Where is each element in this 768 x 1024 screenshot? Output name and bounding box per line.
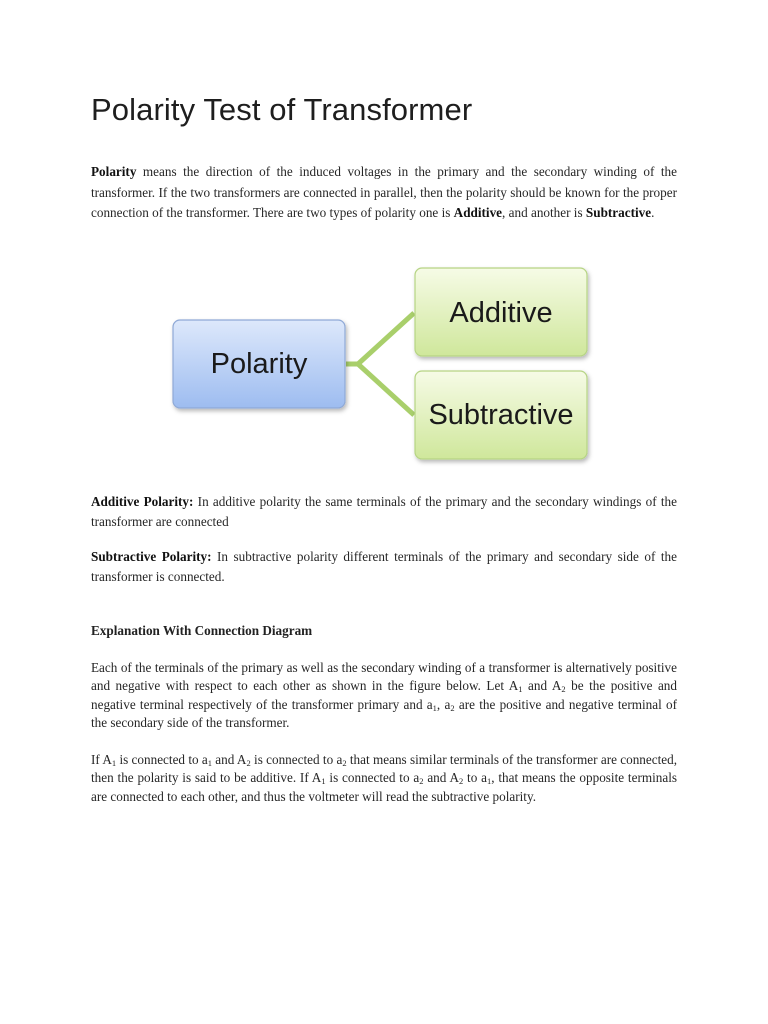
text-run: If A — [91, 752, 112, 767]
connector-subtractive — [358, 364, 414, 415]
explanation-paragraph-2 — [91, 751, 677, 806]
subscript: 1 — [432, 702, 437, 713]
subscript: 1 — [518, 684, 523, 695]
text-run: are the positive and negative terminal of the secondary side of the transformer. — [91, 696, 677, 731]
subtractive-polarity-text: In subtractive polarity different terminals of the primary and secondary side of the transformer is connected. — [91, 549, 677, 584]
text-run: be the positive and negative terminal respectively of the transformer primary and a — [91, 678, 677, 712]
intro-paragraph — [91, 162, 677, 224]
text-run: that means similar terminals of the transformer are connected, then the polarity is said to be additive. If A — [91, 752, 677, 786]
subscript: 2 — [450, 702, 455, 713]
section-heading: Explanation With Connection Diagram — [91, 623, 313, 638]
text-run: is connected to a — [250, 752, 343, 767]
subscript: 2 — [458, 776, 464, 787]
polarity-diagram — [160, 256, 600, 476]
additive-term: Additive — [453, 205, 503, 220]
subscript: 2 — [342, 758, 347, 768]
text-run: , a — [436, 696, 451, 712]
connector-additive — [346, 313, 414, 364]
text-run: is connected to a — [116, 752, 208, 767]
node-additive — [415, 268, 587, 356]
subtractive-polarity-label: Subtractive Polarity: — [91, 549, 212, 564]
intro-text-3: . — [651, 205, 655, 220]
additive-polarity-text: In additive polarity the same terminals of the primary and the secondary windings of the transformer are connected — [91, 494, 677, 529]
intro-text-2: , and another is — [502, 205, 586, 220]
text-run: is connected to a — [325, 770, 420, 786]
text-run: and A — [212, 752, 247, 767]
node-polarity — [173, 320, 345, 408]
node-subtractive-label: Subtractive — [428, 399, 574, 431]
subscript: 2 — [419, 776, 424, 787]
subscript: 1 — [207, 758, 212, 768]
node-polarity-label: Polarity — [210, 348, 308, 380]
explanation-paragraph-1 — [91, 659, 677, 733]
additive-polarity-paragraph — [91, 492, 677, 531]
node-additive-label: Additive — [449, 297, 553, 329]
subscript: 2 — [561, 684, 566, 695]
text-run: to a — [463, 770, 487, 786]
text-run: and A — [423, 770, 459, 786]
subtractive-polarity-paragraph — [91, 547, 677, 586]
polarity-term: Polarity — [91, 164, 137, 179]
subscript: 1 — [111, 758, 117, 768]
additive-polarity-label: Additive Polarity: — [91, 494, 194, 509]
intro-text-1: means the direction of the induced voltages in the primary and the secondary winding of the transformer. If the two transformers are connected in parallel, then the polarity should be known for the proper connection of the transformer. There are two types of polarity one is — [91, 164, 677, 220]
text-run: , that means the opposite terminals are connected to each other, and thus the voltmeter will read the subtractive polarity. — [91, 770, 677, 804]
subscript: 2 — [246, 758, 251, 768]
subscript: 1 — [321, 776, 326, 787]
node-subtractive — [415, 371, 587, 459]
subscript: 1 — [487, 776, 492, 787]
subtractive-term: Subtractive — [585, 205, 652, 220]
text-run: and A — [522, 678, 562, 694]
page-title: Polarity Test of Transformer — [91, 92, 473, 127]
text-run: Each of the terminals of the primary as well as the secondary winding of a transformer is alternatively positive and negative with respect to each other as shown in the figure below. Let A — [91, 660, 677, 694]
